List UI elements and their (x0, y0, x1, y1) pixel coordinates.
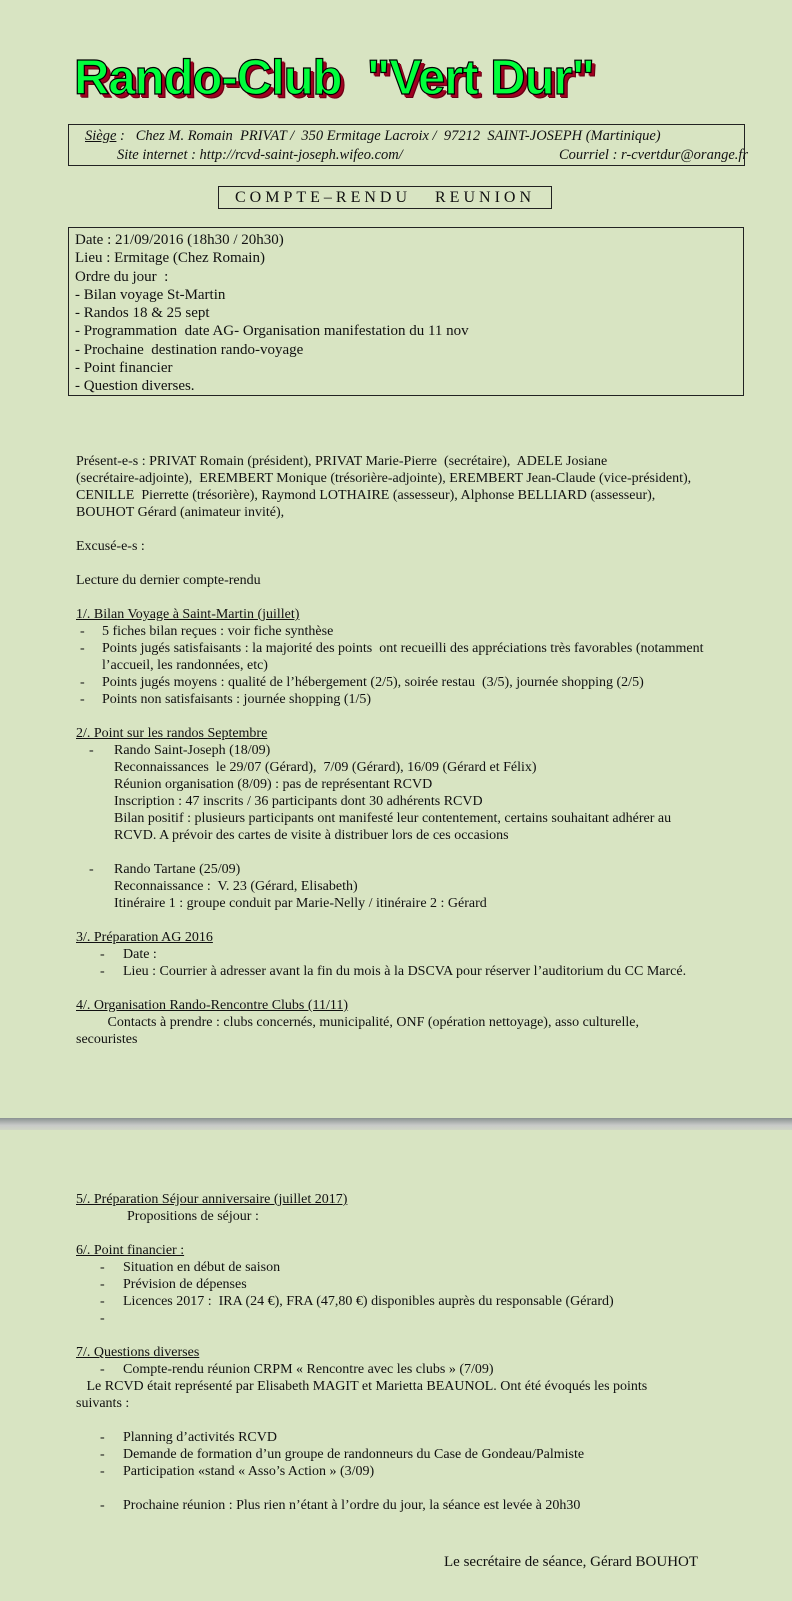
presents-line: Présent-e-s : PRIVAT Romain (président), PRIVAT Marie-Pierre (secrétaire), ADELE Josiane (76, 454, 608, 469)
list-item (76, 1429, 766, 1446)
list-item (76, 1276, 766, 1293)
section-7-title: 7/. Questions diverses (76, 1345, 200, 1360)
list-item (76, 742, 766, 759)
presents-line: (secrétaire-adjointe), EREMBERT Monique (trésorière-adjointe), EREMBERT Jean-Claude (vice-président), (76, 471, 692, 486)
list-item (76, 1259, 766, 1276)
list-item (76, 1293, 766, 1310)
list-item-text: Demande de formation d’un groupe de randonneurs du Case de Gondeau/Palmiste (123, 1447, 585, 1462)
bullet: - (80, 675, 85, 690)
list-item (76, 1446, 766, 1463)
list-item-text: Compte-rendu réunion CRPM « Rencontre avec les clubs » (7/09) (123, 1362, 494, 1377)
bullet: - (89, 862, 94, 877)
agenda-box (68, 227, 744, 396)
bullet: - (100, 1311, 105, 1326)
section-6-title: 6/. Point financier : (76, 1243, 185, 1258)
bullet: - (80, 641, 85, 656)
agenda-line: - Prochaine destination rando-voyage (75, 341, 304, 358)
detail-line: Réunion organisation (8/09) : pas de représentant RCVD (114, 777, 433, 792)
section-1-title: 1/. Bilan Voyage à Saint-Martin (juillet) (76, 607, 300, 622)
page-separator (0, 1118, 792, 1130)
paragraph-line: Contacts à prendre : clubs concernés, municipalité, ONF (opération nettoyage), asso culturelle, (76, 1015, 639, 1030)
bullet: - (100, 964, 105, 979)
paragraph-line: Le RCVD était représenté par Elisabeth MAGIT et Marietta BEAUNOL. Ont été évoqués les points (76, 1379, 648, 1394)
bullet: - (100, 1430, 105, 1445)
contact-line (117, 146, 749, 165)
bullet: - (80, 624, 85, 639)
list-item (76, 1463, 766, 1480)
agenda-line: - Programmation date AG- Organisation manifestation du 11 nov (75, 323, 469, 340)
presents-line: BOUHOT Gérard (animateur invité), (76, 505, 285, 520)
signature-line: Le secrétaire de séance, Gérard BOUHOT (444, 1554, 699, 1570)
paragraph-line: secouristes (76, 1032, 138, 1047)
presents-line: CENILLE Pierrette (trésorière), Raymond LOTHAIRE (assesseur), Alphonse BELLIARD (assesseur), (76, 488, 656, 503)
agenda-line: - Point financier (75, 360, 173, 377)
list-item-continuation (76, 657, 766, 674)
lecture-line: Lecture du dernier compte-rendu (76, 573, 261, 588)
bullet: - (100, 1294, 105, 1309)
list-item (76, 861, 766, 878)
list-item (76, 1497, 766, 1514)
detail-line: RCVD. A prévoir des cartes de visite à distribuer lors de ces occasions (114, 828, 509, 843)
agenda-line: Ordre du jour : (75, 268, 169, 285)
list-item (76, 640, 766, 657)
siege-text: : Chez M. Romain PRIVAT / 350 Ermitage Lacroix / 97212 SAINT-JOSEPH (Martinique) (116, 128, 661, 144)
agenda-line: - Randos 18 & 25 sept (75, 305, 210, 322)
list-item (76, 1310, 766, 1327)
document-title: COMPTE–RENDU REUNION (218, 186, 552, 209)
list-item (76, 691, 766, 708)
detail-line: Itinéraire 1 : groupe conduit par Marie-Nelly / itinéraire 2 : Gérard (114, 896, 487, 911)
minutes-body-page1 (76, 453, 766, 1048)
bullet: - (100, 1277, 105, 1292)
list-item (76, 1361, 766, 1378)
website: Site internet : http://rcvd-saint-joseph.wifeo.com/ (117, 147, 403, 163)
section-3-title: 3/. Préparation AG 2016 (76, 930, 213, 945)
address-line (85, 127, 661, 146)
detail-line: Reconnaissances le 29/07 (Gérard), 7/09 (Gérard), 16/09 (Gérard et Félix) (114, 760, 537, 775)
siege-label: Siège (85, 128, 117, 144)
list-item (76, 674, 766, 691)
list-item-text: l’accueil, les randonnées, etc) (102, 658, 268, 673)
bullet: - (100, 1260, 105, 1275)
list-item-text: 5 fiches bilan reçues : voir fiche synthèse (102, 624, 334, 639)
bullet: - (80, 692, 85, 707)
bullet: - (100, 1447, 105, 1462)
paragraph-line: Propositions de séjour : (127, 1209, 259, 1224)
agenda-line: Date : 21/09/2016 (18h30 / 20h30) (75, 232, 284, 248)
agenda-line: Lieu : Ermitage (Chez Romain) (75, 250, 265, 267)
list-item-text: Points jugés satisfaisants : la majorité des points ont recueilli des appréciations très favorables (notamment (102, 641, 704, 656)
list-item (76, 946, 766, 963)
list-item-text: Lieu : Courrier à adresser avant la fin du mois à la DSCVA pour réserver l’auditorium du CC Marcé. (123, 964, 687, 979)
list-item-text: Rando Saint-Joseph (18/09) (114, 743, 271, 758)
bullet: - (89, 743, 94, 758)
list-item-text: Rando Tartane (25/09) (114, 862, 241, 877)
section-4-title: 4/. Organisation Rando-Rencontre Clubs (11/11) (76, 998, 349, 1013)
detail-line: Bilan positif : plusieurs participants ont manifesté leur contentement, certains souhaitant adhérer au (114, 811, 672, 826)
list-item-text: Points non satisfaisants : journée shopping (1/5) (102, 692, 372, 707)
list-item (76, 623, 766, 640)
list-item-text: Prévision de dépenses (123, 1277, 247, 1292)
section-5-title: 5/. Préparation Séjour anniversaire (juillet 2017) (76, 1192, 348, 1207)
list-item-text: Prochaine réunion : Plus rien n’étant à l’ordre du jour, la séance est levée à 20h30 (123, 1498, 581, 1513)
list-item-text: Planning d’activités RCVD (123, 1430, 277, 1445)
detail-line: Inscription : 47 inscrits / 36 participants dont 30 adhérents RCVD (114, 794, 483, 809)
paragraph-line: suivants : (76, 1396, 130, 1411)
agenda-line: - Bilan voyage St-Martin (75, 286, 226, 303)
list-item-text: Date : (123, 947, 157, 962)
club-info-box (68, 124, 749, 166)
minutes-body-page2 (76, 1191, 766, 1514)
detail-line: Reconnaissance : V. 23 (Gérard, Elisabeth) (114, 879, 358, 894)
email: Courriel : r-cvertdur@orange.fr (559, 147, 749, 163)
excuses-line: Excusé-e-s : (76, 539, 145, 554)
agenda-line: - Question diverses. (75, 378, 195, 395)
section-2-title: 2/. Point sur les randos Septembre (76, 726, 268, 741)
bullet: - (100, 1464, 105, 1479)
list-item-text: Participation «stand « Asso’s Action » (3/09) (123, 1464, 375, 1479)
list-item-text: Points jugés moyens : qualité de l’hébergement (2/5), soirée restau (3/5), journée shopping (2/5) (102, 675, 644, 690)
bullet: - (100, 947, 105, 962)
club-title: Rando-Club "Vert Dur" (74, 51, 594, 105)
list-item-text: Licences 2017 : IRA (24 €), FRA (47,80 €) disponibles auprès du responsable (Gérard) (123, 1294, 614, 1309)
list-item-text: Situation en début de saison (123, 1260, 281, 1275)
list-item (76, 963, 766, 980)
bullet: - (100, 1498, 105, 1513)
bullet: - (100, 1362, 105, 1377)
